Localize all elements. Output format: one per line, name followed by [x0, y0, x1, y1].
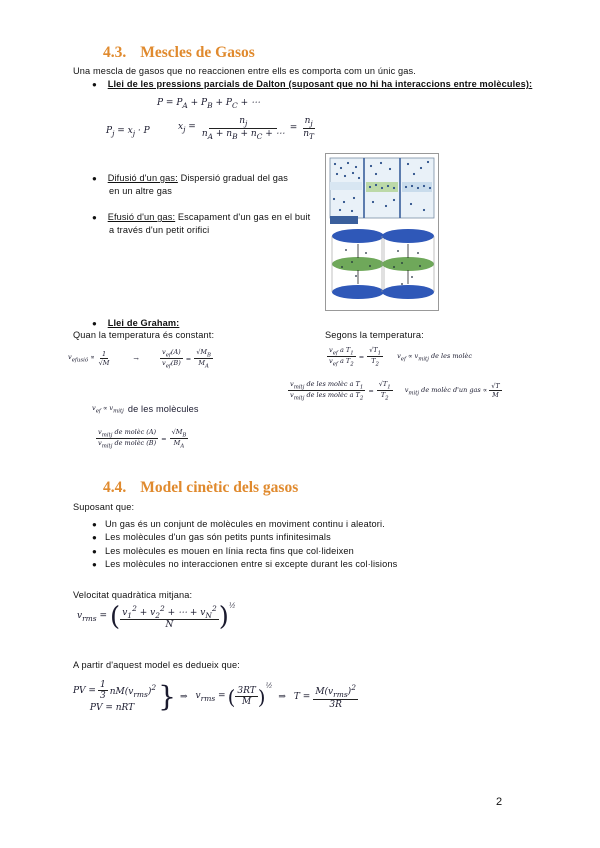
section-number: 4.4.	[103, 479, 127, 496]
list-item: ● Les molècules no interaccionen entre si excepte durant les col·lisions	[92, 558, 398, 569]
graham-heading: Llei de Graham:	[107, 318, 180, 328]
bullet-icon: ●	[92, 213, 97, 222]
bullet-icon: ●	[92, 80, 97, 89]
graham-temp-ratio-eq: $\frac{v_{ef} a T_1}{v_{ef} a T_2}$ = $\frac{√T_1}{T_2}$ $v_{ef} \propto v_{mitj}$ de les molèc	[329, 346, 473, 368]
section-heading-4-3	[103, 44, 255, 62]
vrms-label: Velocitat quadràtica mitjana:	[73, 590, 193, 600]
section-heading-4-4	[103, 479, 298, 497]
efusio-term: Efusió d'un gas:	[107, 212, 176, 222]
graham-mean-velocity-ratio-eq: $\frac{v_{mitj} de molèc (A)}{v_{mitj} de molèc (B)}$ = $\frac{√M_B}{M_A}$	[98, 428, 187, 450]
list-item: ● Un gas és un conjunt de molècules en moviment continu i aleatori.	[92, 519, 385, 529]
assumptions-list	[92, 518, 397, 571]
mole-fraction-eq: $x_j$ = $\frac{n_j}{n_A + n_B + n_C + \cdots}$ = $\frac{n_j}{n_T}$	[178, 116, 315, 141]
dalton-bullet	[92, 79, 532, 89]
bullet-icon: ●	[92, 533, 97, 543]
suposant-label: Suposant que:	[73, 502, 135, 512]
dalton-heading: Llei de les pressions parcials de Dalton (suposant que no hi ha interaccions entre molècules):	[107, 79, 533, 89]
dalton-partial-pressure-eq: $P_j = x_j \cdot P$	[106, 126, 150, 138]
dalton-total-pressure-eq: $P = P_A + P_B + P_C$ + ⋯	[157, 98, 260, 110]
graham-temperature-label: Segons la temperatura:	[325, 330, 424, 340]
bullet-icon: ●	[92, 559, 97, 569]
graham-vrms-proportional: $v_{ef} \propto v_{mitj}$ de les molècules	[92, 404, 199, 415]
graham-bullet	[92, 318, 179, 328]
graham-ratio-eq: $\frac{v_{ef}(A)}{v_{ef}(B)}$ = $\frac{√M_B}{M_A}$	[162, 348, 211, 370]
list-item: ● Les molècules es mouen en línia recta fins que col·lideixen	[92, 545, 354, 556]
graham-effusion-proportional-eq: $v_{efusió}$ ∝ $\frac{1}{√M}$ →	[68, 350, 139, 367]
difusio-term: Difusió d'un gas:	[107, 173, 178, 183]
section-title: Mescles de Gasos	[140, 44, 255, 61]
efusio-desc: Escapament d'un gas en el buit	[175, 212, 311, 222]
difusio-desc-2: en un altre gas	[109, 186, 173, 196]
section-title: Model cinètic dels gasos	[140, 479, 299, 496]
gas-diffusion-illustration	[326, 154, 438, 310]
efusio-bullet	[92, 211, 310, 236]
list-item: ● Les molècules d'un gas són petits punts infinitesimals	[92, 532, 331, 543]
page-number: 2	[496, 796, 503, 808]
efusio-desc-2: a través d'un petit orifici	[109, 225, 210, 235]
section-number: 4.3.	[103, 44, 127, 61]
graham-constant-temp-label: Quan la temperatura és constant:	[73, 330, 215, 340]
deduce-label: A partir d'aquest model es dedueix que:	[73, 660, 240, 670]
bullet-icon: ●	[92, 319, 97, 328]
bullet-icon: ●	[92, 520, 97, 529]
intro-paragraph: Una mescla de gasos que no reaccionen entre ells es comporta com un únic gas.	[73, 66, 416, 76]
graham-molecules-text: de les molècules	[127, 404, 199, 415]
vrms-equation: $v_{rms}$ = ( $\frac{v_1^2 + v_2^2 + \cdots + v_N^2}{N}$ ) $^{\frac{1}{2}}$	[77, 602, 236, 632]
kinetic-derivation-eq: PV = $\frac{1}{3}$ $nM(v_{rms})^2$ PV = nRT } ⇒ $v_{rms}$ = ( $\frac{3RT}{M}$ ) $^{\frac{1}{2}}$ ⇒ T = $\frac{M(v_{rms})^2}{3R}$	[73, 680, 356, 713]
bullet-icon: ●	[92, 546, 97, 556]
bullet-icon: ●	[92, 174, 97, 183]
difusio-bullet	[92, 172, 288, 197]
graham-temp-mean-velocity-eq: $\frac{v_{mitj} de les molèc a T_1}{v_{mitj} de les molèc a T_2}$ = $\frac{√T_1}{T_2}$ $v_{mitj}$ de molèc d'un gas ∝ $\frac{√T}{M}$	[290, 380, 500, 402]
diffusion-effusion-figure	[325, 153, 439, 311]
difusio-desc: Dispersió gradual del gas	[177, 173, 289, 183]
